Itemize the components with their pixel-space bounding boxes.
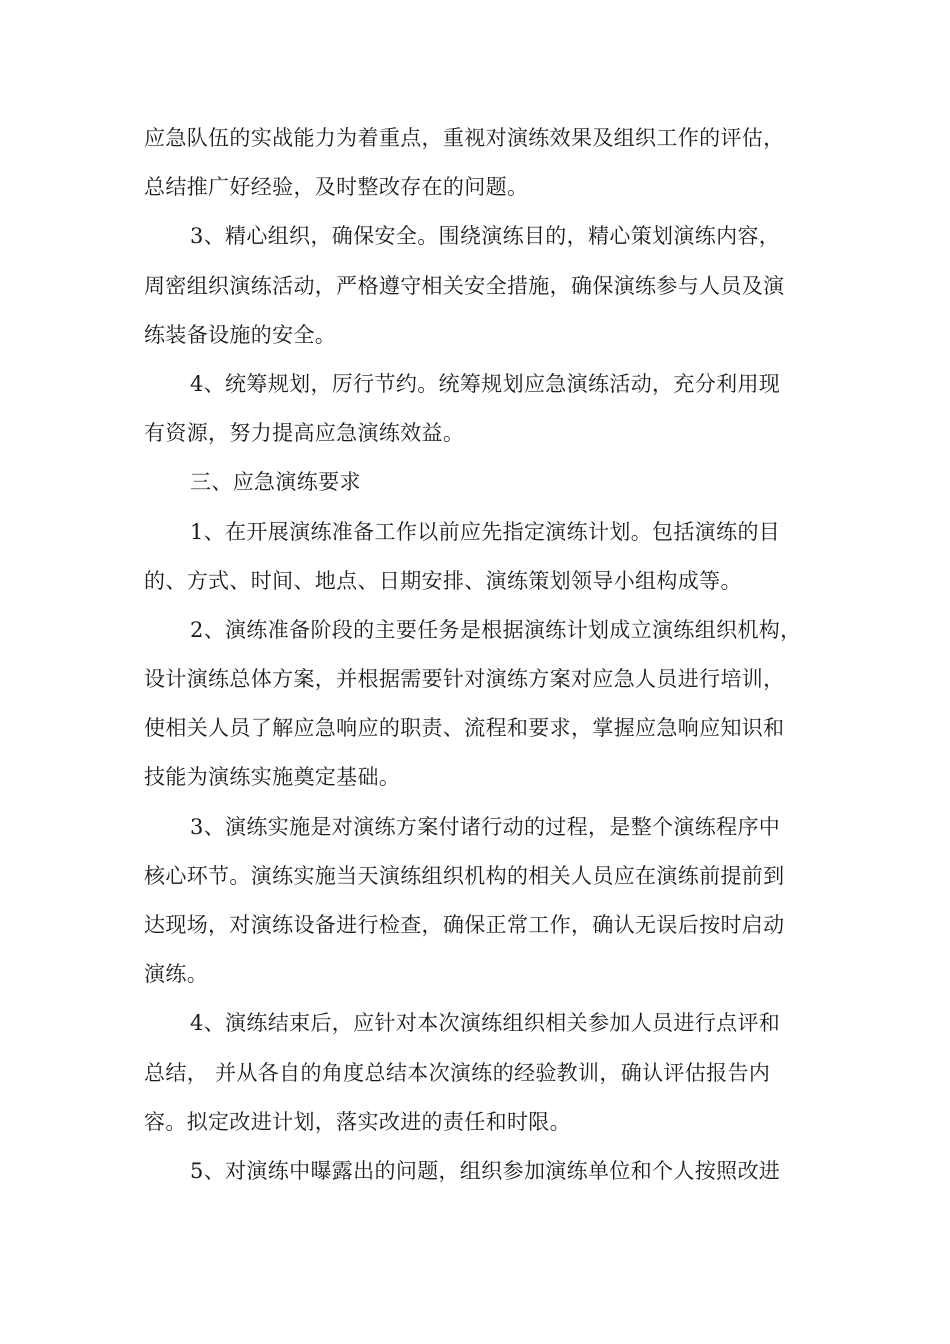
text-line: 总结推广好经验，及时整改存在的问题。 [144,175,529,200]
text-line: 2、演练准备阶段的主要任务是根据演练计划成立演练组织机构， [190,617,802,642]
text-line: 演练。 [144,962,209,987]
text-line: 核心环节。演练实施当天演练组织机构的相关人员应在演练前提前到 [144,863,785,888]
text-line: 应急队伍的实战能力为着重点，重视对演练效果及组织工作的评估， [144,126,785,150]
text-line: 总结， 并从各自的角度总结本次演练的经验教训，确认评估报告内 [144,1060,771,1085]
text-line: 练装备设施的安全。 [144,322,337,347]
text-line: 的、方式、时间、地点、日期安排、演练策划领导小组构成等。 [144,568,742,593]
text-line: 3、精心组织，确保安全。围绕演练目的，精心策划演练内容， [190,224,781,249]
text-line: 使相关人员了解应急响应的职责、流程和要求，掌握应急响应知识和 [144,716,785,741]
text-line: 1、在开展演练准备工作以前应先指定演练计划。包括演练的目 [190,519,781,544]
document-body [144,114,806,1196]
text-line: 有资源，努力提高应急演练效益。 [144,421,465,446]
text-line: 技能为演练实施奠定基础。 [144,765,401,790]
text-line: 4、演练结束后，应针对本次演练组织相关参加人员进行点评和 [190,1011,781,1036]
text-line: 容。拟定改进计划，落实改进的责任和时限。 [144,1109,571,1134]
text-line: 5、对演练中曝露出的问题，组织参加演练单位和个人按照改进 [190,1158,781,1183]
section-heading: 三、应急演练要求 [190,470,361,495]
text-line: 周密组织演练活动，严格遵守相关安全措施，确保演练参与人员及演 [144,273,785,298]
text-line: 4、统筹规划，厉行节约。统筹规划应急演练活动，充分利用现 [190,371,781,396]
text-line: 设计演练总体方案，并根据需要针对演练方案对应急人员进行培训， [144,667,785,692]
text-line: 达现场，对演练设备进行检查，确保正常工作，确认无误后按时启动 [144,913,785,937]
text-line: 3、演练实施是对演练方案付诸行动的过程，是整个演练程序中 [190,814,781,839]
